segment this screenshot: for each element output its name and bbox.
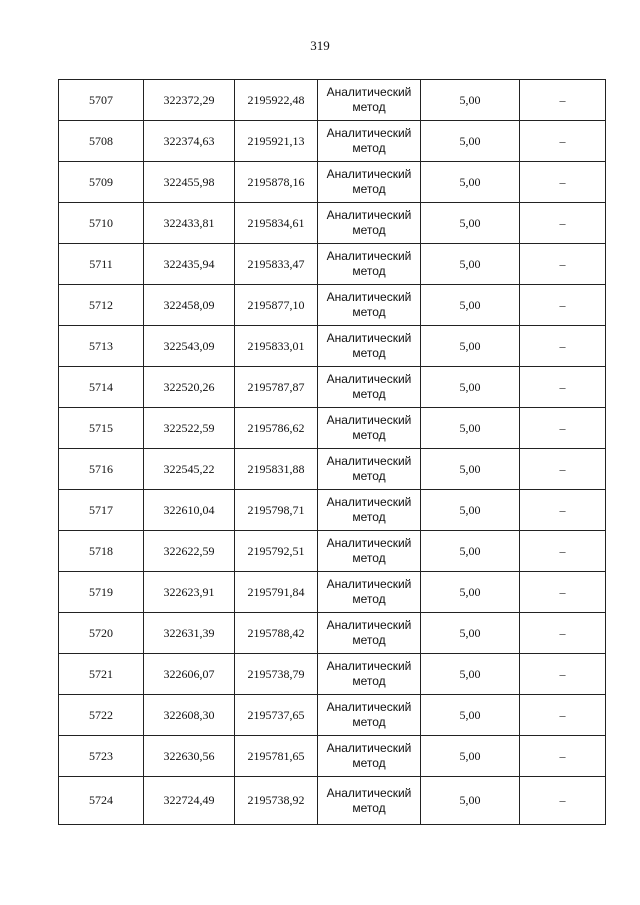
method-line-1: Аналитический — [326, 495, 412, 509]
method-cell — [318, 162, 421, 203]
method-line-1: Аналитический — [326, 249, 412, 263]
table-row — [59, 695, 606, 736]
method-line-2: метод — [352, 800, 386, 815]
method-line-1: Аналитический — [326, 577, 412, 591]
method-line-1: Аналитический — [326, 85, 412, 99]
method-cell — [318, 326, 421, 367]
point-number-cell: 5708 — [59, 121, 144, 162]
accuracy-cell: 5,00 — [421, 285, 520, 326]
method-line-1: Аналитический — [326, 536, 412, 550]
method-line-2: метод — [352, 223, 386, 237]
note-cell: – — [520, 572, 606, 613]
note-cell: – — [520, 326, 606, 367]
method-line-1: Аналитический — [326, 331, 412, 345]
accuracy-cell: 5,00 — [421, 695, 520, 736]
table-row — [59, 408, 606, 449]
method-cell — [318, 613, 421, 654]
y-coordinate-cell: 2195922,48 — [235, 80, 318, 121]
x-coordinate-cell: 322610,04 — [144, 490, 235, 531]
accuracy-cell: 5,00 — [421, 121, 520, 162]
point-number-cell: 5709 — [59, 162, 144, 203]
y-coordinate-cell: 2195834,61 — [235, 203, 318, 244]
table-row — [59, 572, 606, 613]
accuracy-cell: 5,00 — [421, 490, 520, 531]
x-coordinate-cell: 322435,94 — [144, 244, 235, 285]
accuracy-cell: 5,00 — [421, 449, 520, 490]
table-row — [59, 326, 606, 367]
point-number-cell: 5707 — [59, 80, 144, 121]
table-row — [59, 736, 606, 777]
method-line-1: Аналитический — [326, 659, 412, 673]
method-line-2: метод — [352, 592, 386, 606]
table-row — [59, 203, 606, 244]
method-line-2: метод — [352, 756, 386, 770]
method-cell — [318, 572, 421, 613]
note-cell: – — [520, 654, 606, 695]
table-body — [59, 80, 606, 825]
x-coordinate-cell: 322545,22 — [144, 449, 235, 490]
page-number: 319 — [310, 38, 330, 53]
method-line-2: метод — [352, 305, 386, 319]
note-cell: – — [520, 203, 606, 244]
y-coordinate-cell: 2195737,65 — [235, 695, 318, 736]
y-coordinate-cell: 2195791,84 — [235, 572, 318, 613]
table-row — [59, 244, 606, 285]
method-line-2: метод — [352, 469, 386, 483]
method-line-2: метод — [352, 428, 386, 442]
x-coordinate-cell: 322372,29 — [144, 80, 235, 121]
method-line-1: Аналитический — [326, 290, 412, 304]
note-cell: – — [520, 490, 606, 531]
y-coordinate-cell: 2195798,71 — [235, 490, 318, 531]
note-cell: – — [520, 285, 606, 326]
accuracy-cell: 5,00 — [421, 367, 520, 408]
y-coordinate-cell: 2195786,62 — [235, 408, 318, 449]
x-coordinate-cell: 322455,98 — [144, 162, 235, 203]
table-row — [59, 449, 606, 490]
x-coordinate-cell: 322631,39 — [144, 613, 235, 654]
accuracy-cell: 5,00 — [421, 244, 520, 285]
x-coordinate-cell: 322520,26 — [144, 367, 235, 408]
accuracy-cell: 5,00 — [421, 162, 520, 203]
accuracy-cell: 5,00 — [421, 80, 520, 121]
point-number-cell: 5713 — [59, 326, 144, 367]
note-cell: – — [520, 613, 606, 654]
method-line-2: метод — [352, 387, 386, 401]
y-coordinate-cell: 2195781,65 — [235, 736, 318, 777]
y-coordinate-cell: 2195738,79 — [235, 654, 318, 695]
method-cell — [318, 244, 421, 285]
table-row — [59, 121, 606, 162]
method-cell — [318, 203, 421, 244]
accuracy-cell: 5,00 — [421, 572, 520, 613]
method-line-1: Аналитический — [326, 785, 412, 800]
method-cell — [318, 736, 421, 777]
method-line-1: Аналитический — [326, 413, 412, 427]
table-row — [59, 654, 606, 695]
accuracy-cell: 5,00 — [421, 777, 520, 825]
table-row — [59, 777, 606, 825]
note-cell: – — [520, 531, 606, 572]
point-number-cell: 5716 — [59, 449, 144, 490]
accuracy-cell: 5,00 — [421, 531, 520, 572]
method-line-1: Аналитический — [326, 618, 412, 632]
method-line-2: метод — [352, 346, 386, 360]
x-coordinate-cell: 322522,59 — [144, 408, 235, 449]
accuracy-cell: 5,00 — [421, 408, 520, 449]
note-cell: – — [520, 736, 606, 777]
method-line-1: Аналитический — [326, 454, 412, 468]
point-number-cell: 5714 — [59, 367, 144, 408]
x-coordinate-cell: 322622,59 — [144, 531, 235, 572]
method-line-1: Аналитический — [326, 167, 412, 181]
note-cell: – — [520, 408, 606, 449]
method-line-2: метод — [352, 141, 386, 155]
x-coordinate-cell: 322543,09 — [144, 326, 235, 367]
point-number-cell: 5720 — [59, 613, 144, 654]
y-coordinate-cell: 2195831,88 — [235, 449, 318, 490]
y-coordinate-cell: 2195921,13 — [235, 121, 318, 162]
method-line-1: Аналитический — [326, 700, 412, 714]
note-cell: – — [520, 367, 606, 408]
method-cell — [318, 777, 421, 825]
y-coordinate-cell: 2195792,51 — [235, 531, 318, 572]
y-coordinate-cell: 2195738,92 — [235, 777, 318, 825]
point-number-cell: 5718 — [59, 531, 144, 572]
accuracy-cell: 5,00 — [421, 736, 520, 777]
accuracy-cell: 5,00 — [421, 326, 520, 367]
accuracy-cell: 5,00 — [421, 613, 520, 654]
point-number-cell: 5724 — [59, 777, 144, 825]
method-line-1: Аналитический — [326, 126, 412, 140]
y-coordinate-cell: 2195833,01 — [235, 326, 318, 367]
point-number-cell: 5721 — [59, 654, 144, 695]
method-line-2: метод — [352, 100, 386, 114]
point-number-cell: 5722 — [59, 695, 144, 736]
method-cell — [318, 121, 421, 162]
note-cell: – — [520, 244, 606, 285]
note-cell: – — [520, 695, 606, 736]
point-number-cell: 5723 — [59, 736, 144, 777]
method-line-2: метод — [352, 182, 386, 196]
y-coordinate-cell: 2195787,87 — [235, 367, 318, 408]
note-cell: – — [520, 80, 606, 121]
x-coordinate-cell: 322458,09 — [144, 285, 235, 326]
method-cell — [318, 285, 421, 326]
x-coordinate-cell: 322630,56 — [144, 736, 235, 777]
method-line-2: метод — [352, 674, 386, 688]
point-number-cell: 5719 — [59, 572, 144, 613]
point-number-cell: 5717 — [59, 490, 144, 531]
method-cell — [318, 449, 421, 490]
table-row — [59, 285, 606, 326]
y-coordinate-cell: 2195788,42 — [235, 613, 318, 654]
point-number-cell: 5710 — [59, 203, 144, 244]
x-coordinate-cell: 322433,81 — [144, 203, 235, 244]
accuracy-cell: 5,00 — [421, 203, 520, 244]
method-line-2: метод — [352, 510, 386, 524]
accuracy-cell: 5,00 — [421, 654, 520, 695]
method-cell — [318, 531, 421, 572]
note-cell: – — [520, 777, 606, 825]
x-coordinate-cell: 322374,63 — [144, 121, 235, 162]
method-cell — [318, 367, 421, 408]
point-number-cell: 5712 — [59, 285, 144, 326]
x-coordinate-cell: 322606,07 — [144, 654, 235, 695]
method-line-1: Аналитический — [326, 208, 412, 222]
x-coordinate-cell: 322623,91 — [144, 572, 235, 613]
note-cell: – — [520, 449, 606, 490]
method-line-2: метод — [352, 715, 386, 729]
table-row — [59, 162, 606, 203]
method-cell — [318, 695, 421, 736]
table-row — [59, 531, 606, 572]
method-cell — [318, 80, 421, 121]
method-cell — [318, 654, 421, 695]
point-number-cell: 5715 — [59, 408, 144, 449]
table-row — [59, 367, 606, 408]
note-cell: – — [520, 162, 606, 203]
method-cell — [318, 408, 421, 449]
method-line-2: метод — [352, 633, 386, 647]
x-coordinate-cell: 322724,49 — [144, 777, 235, 825]
table-row — [59, 490, 606, 531]
y-coordinate-cell: 2195833,47 — [235, 244, 318, 285]
table-row — [59, 80, 606, 121]
method-cell — [318, 490, 421, 531]
x-coordinate-cell: 322608,30 — [144, 695, 235, 736]
y-coordinate-cell: 2195877,10 — [235, 285, 318, 326]
point-number-cell: 5711 — [59, 244, 144, 285]
method-line-1: Аналитический — [326, 741, 412, 755]
table-row — [59, 613, 606, 654]
method-line-2: метод — [352, 264, 386, 278]
coordinates-table — [58, 79, 606, 825]
method-line-1: Аналитический — [326, 372, 412, 386]
method-line-2: метод — [352, 551, 386, 565]
note-cell: – — [520, 121, 606, 162]
y-coordinate-cell: 2195878,16 — [235, 162, 318, 203]
